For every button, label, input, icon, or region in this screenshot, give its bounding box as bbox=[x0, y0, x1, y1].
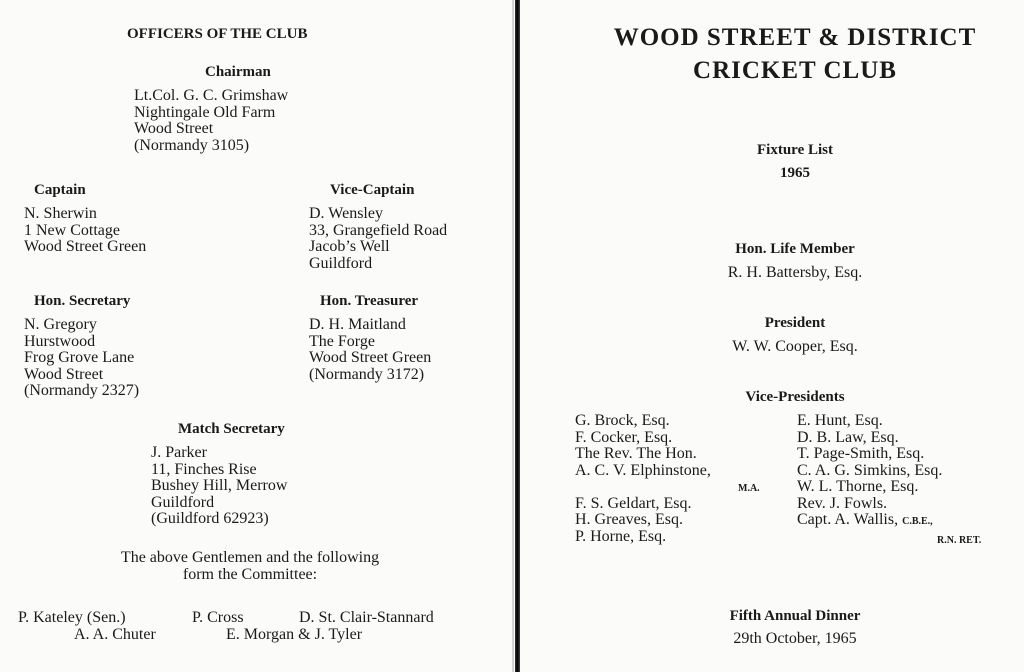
hon-secretary-heading: Hon. Secretary bbox=[34, 293, 131, 309]
hon-secretary-details bbox=[24, 317, 139, 400]
hon-treasurer-line: The Forge bbox=[309, 332, 375, 350]
hon-treasurer-line: (Normandy 3172) bbox=[309, 365, 425, 383]
vice-president-entry: D. B. Law, Esq. bbox=[797, 428, 899, 446]
chairman-heading: Chairman bbox=[205, 64, 271, 80]
vice-presidents-heading: Vice-Presidents bbox=[745, 389, 845, 405]
vice-captain-line: 33, Grangefield Road bbox=[309, 221, 448, 239]
vice-president-name: Capt. A. Wallis, bbox=[797, 511, 899, 528]
dinner-date: 29th October, 1965 bbox=[733, 630, 857, 647]
vice-president-entry: E. Hunt, Esq. bbox=[797, 412, 883, 429]
vice-president-suffix-row bbox=[797, 531, 982, 548]
committee-text-line: The above Gentlemen and the following bbox=[120, 549, 380, 566]
vice-president-suffix: M.A. bbox=[738, 483, 760, 494]
match-secretary-line: (Guildford 62923) bbox=[151, 510, 269, 527]
hon-secretary-line: Wood Street bbox=[24, 365, 104, 383]
president-heading: President bbox=[764, 315, 826, 331]
chairman-line: (Normandy 3105) bbox=[134, 136, 250, 154]
match-secretary-details bbox=[151, 445, 287, 528]
hon-secretary-line: Hurstwood bbox=[24, 332, 96, 350]
hon-treasurer-details bbox=[309, 317, 431, 383]
hon-treasurer-heading: Hon. Treasurer bbox=[320, 293, 419, 309]
vice-president-entry: G. Brock, Esq. bbox=[575, 412, 670, 429]
committee-text bbox=[60, 550, 440, 583]
vice-president-suffix-row bbox=[575, 479, 760, 496]
vice-captain-details bbox=[309, 206, 447, 272]
vice-president-entry: A. C. V. Elphinstone, bbox=[575, 461, 711, 479]
match-secretary-line: 11, Finches Rise bbox=[151, 460, 257, 478]
hon-treasurer-line: D. H. Maitland bbox=[309, 316, 406, 333]
vice-president-entry: F. Cocker, Esq. bbox=[575, 428, 673, 446]
vice-president-entry: C. A. G. Simkins, Esq. bbox=[797, 461, 943, 479]
vice-captain-line: Guildford bbox=[309, 254, 373, 272]
vice-president-suffix: R.N. RET. bbox=[937, 534, 982, 546]
vice-captain-heading: Vice-Captain bbox=[330, 182, 415, 198]
captain-line: N. Sherwin bbox=[24, 205, 97, 222]
vice-captain-line: D. Wensley bbox=[309, 205, 383, 222]
officers-heading: OFFICERS OF THE CLUB bbox=[127, 26, 308, 42]
hon-secretary-line: Frog Grove Lane bbox=[24, 349, 135, 366]
chairman-line: Wood Street bbox=[134, 120, 214, 137]
vice-presidents-col1 bbox=[575, 412, 760, 545]
vice-president-entry: The Rev. The Hon. bbox=[575, 445, 697, 462]
page-fold-shadow bbox=[512, 0, 514, 672]
captain-details bbox=[24, 206, 146, 256]
committee-text-line: form the Committee: bbox=[182, 565, 318, 583]
match-secretary-line: Guildford bbox=[151, 493, 215, 511]
vice-president-entry: F. S. Geldart, Esq. bbox=[575, 494, 692, 512]
vice-president-entry: P. Horne, Esq. bbox=[575, 527, 667, 545]
captain-line: 1 New Cottage bbox=[24, 221, 120, 239]
committee-member: E. Morgan & J. Tyler bbox=[226, 626, 363, 643]
life-member-heading: Hon. Life Member bbox=[735, 241, 855, 257]
match-secretary-line: Bushey Hill, Merrow bbox=[151, 477, 288, 494]
captain-line: Wood Street Green bbox=[24, 238, 147, 255]
dinner-heading: Fifth Annual Dinner bbox=[729, 608, 861, 624]
committee-member: A. A. Chuter bbox=[74, 626, 156, 643]
match-secretary-heading: Match Secretary bbox=[178, 421, 285, 437]
vice-president-entry-wallis bbox=[797, 512, 942, 531]
vice-presidents-col2 bbox=[797, 412, 982, 547]
captain-heading: Captain bbox=[34, 182, 86, 198]
fixture-year: 1965 bbox=[780, 165, 810, 181]
vice-captain-line: Jacob’s Well bbox=[309, 238, 390, 255]
vice-president-entry: W. L. Thorne, Esq. bbox=[797, 478, 919, 495]
hon-secretary-line: (Normandy 2327) bbox=[24, 382, 140, 399]
committee-member: P. Cross bbox=[192, 609, 244, 626]
page-fold bbox=[515, 0, 520, 672]
chairman-line: Nightingale Old Farm bbox=[134, 103, 276, 121]
hon-secretary-line: N. Gregory bbox=[24, 316, 97, 333]
vice-president-entry: T. Page-Smith, Esq. bbox=[797, 445, 925, 462]
life-member-name: R. H. Battersby, Esq. bbox=[727, 264, 863, 281]
vice-president-entry: Rev. J. Fowls. bbox=[797, 494, 888, 512]
president-name: W. W. Cooper, Esq. bbox=[732, 338, 858, 355]
committee-member: D. St. Clair-Stannard bbox=[299, 609, 434, 626]
club-title-line1: WOOD STREET & DISTRICT bbox=[613, 24, 977, 51]
chairman-details bbox=[134, 88, 288, 154]
fixture-list-label: Fixture List bbox=[757, 142, 833, 158]
hon-treasurer-line: Wood Street Green bbox=[309, 349, 432, 366]
chairman-line: Lt.Col. G. C. Grimshaw bbox=[134, 87, 289, 104]
vice-president-entry: H. Greaves, Esq. bbox=[575, 511, 683, 528]
club-title-line2: CRICKET CLUB bbox=[693, 57, 897, 84]
match-secretary-line: J. Parker bbox=[151, 444, 207, 461]
committee-member: P. Kateley (Sen.) bbox=[18, 609, 126, 626]
vice-president-suffix: C.B.E., bbox=[902, 516, 933, 527]
